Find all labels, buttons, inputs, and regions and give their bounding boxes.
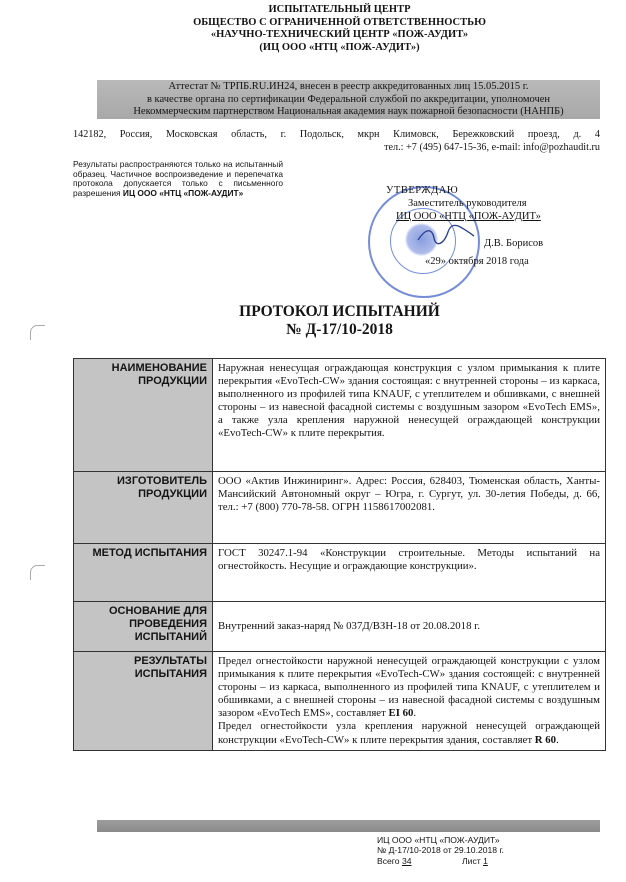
results-text-2: Предел огнестойкости узла крепления наружной ненесущей ограждающей конструкции «EvoTech-CW» к плите перекрытия здания, составляет — [218, 720, 600, 746]
table-row — [74, 544, 606, 602]
notice-org: ИЦ ООО «НТЦ «ПОЖ-АУДИТ» — [122, 187, 244, 198]
accreditation-line: Некоммерческим партнерством Национальная академия наук пожарной безопасности (НАНПБ) — [133, 106, 564, 117]
results-value-2: R 60 — [534, 733, 557, 746]
notice-text: Результаты распространяются только на испытанный образец. Частичное воспроизведение и перепечатка протокола допускается только с письменного разрешения — [73, 159, 283, 198]
header-line: ОБЩЕСТВО С ОГРАНИЧЕННОЙ ОТВЕТСТВЕННОСТЬЮ — [193, 16, 486, 28]
footer-org: ИЦ ООО «НТЦ «ПОЖ-АУДИТ» — [377, 835, 500, 845]
footer-block — [377, 835, 517, 867]
table-row — [74, 472, 606, 544]
footer-total: 34 — [401, 855, 412, 866]
footer-sheet-label: Лист — [462, 855, 481, 866]
footer-sheet: 1 — [483, 855, 488, 866]
accreditation-band — [97, 80, 600, 119]
row-label: МЕТОД ИСПЫТАНИЯ — [74, 544, 213, 602]
document-title-block — [73, 303, 606, 339]
row-label: НАИМЕНОВАНИЕ ПРОДУКЦИИ — [74, 359, 213, 472]
footer-band — [97, 820, 600, 832]
footer-pages — [377, 856, 517, 867]
row-value: ГОСТ 30247.1-94 «Конструкции строительные. Методы испытаний на огнестойкость. Несущие и ограждающие конструкции». — [213, 544, 606, 602]
approval-position: Заместитель руководителя — [408, 198, 527, 209]
row-label: ИЗГОТОВИТЕЛЬ ПРОДУКЦИИ — [74, 472, 213, 544]
row-label: РЕЗУЛЬТАТЫ ИСПЫТАНИЯ — [74, 652, 213, 751]
table-row — [74, 359, 606, 472]
table-row — [74, 602, 606, 652]
row-value: Наружная ненесущая ограждающая конструкция с узлом примыкания к плите перекрытия «EvoTech-CW» здания состоящая: с внутренней стороны – из каркаса, выполненного из профилей типа KNAUF, с утеплителем и обшивками, с внешней стороны – из навесной фасадной системы с воздушным зазором «EvoTech EMS», а также узла крепления наружной ненесущей ограждающей конструкции «EvoTech-CW» к плите перекрытия. — [213, 359, 606, 472]
protocol-table — [73, 358, 606, 751]
document-number: № Д-17/10-2018 — [286, 321, 393, 338]
approval-heading: УТВЕРЖДАЮ — [386, 185, 459, 196]
accreditation-line: Аттестат № ТРПБ.RU.ИН24, внесен в реестр аккредитованных лиц 15.05.2015 г. — [168, 81, 529, 92]
header-line: «НАУЧНО-ТЕХНИЧЕСКИЙ ЦЕНТР «ПОЖ-АУДИТ» — [210, 29, 469, 40]
footer-protocol: № Д-17/10-2018 от 29.10.2018 г. — [377, 845, 504, 856]
approval-date: «29» октября 2018 года — [425, 256, 529, 267]
approval-signer: Д.В. Борисов — [484, 238, 544, 249]
contact-line: тел.: +7 (495) 647-15-36, e-mail: info@pozhaudit.ru — [384, 142, 600, 153]
address-line: 142182, Россия, Московская область, г. Подольск, мкрн Климовск, Бережковский проезд, д. 4 — [73, 129, 600, 140]
results-text-1: Предел огнестойкости наружной ненесущей ограждающей конструкции с узлом примыкания к плите перекрытия «EvoTech-CW» здания состоящей: с внутренней стороны – из каркаса, выполненного из профилей типа KNAUF, с утеплителем и обшивками, а с внешней стороны – из навесной фасадной системы с воздушным зазором «EvoTech EMS», составляет — [218, 655, 600, 720]
punch-hole-mark — [30, 325, 45, 340]
reproduction-notice — [73, 160, 283, 198]
approval-org: ИЦ ООО «НТЦ «ПОЖ-АУДИТ» — [396, 211, 541, 222]
footer-total-label: Всего — [377, 855, 400, 866]
header-line: ИСПЫТАТЕЛЬНЫЙ ЦЕНТР — [268, 4, 411, 15]
results-value: Предел огнестойкости наружной ненесущей ограждающей конструкции с узлом примыкания к плите перекрытия «EvoTech-CW» здания состоящей: с внутренней стороны – из каркаса, выполненного из профилей типа KNAUF, с утеплителем и обшивками, а с внешней стороны – из навесной фасадной системы с воздушным зазором «EvoTech EMS», составляет EI 60. Предел огнестойкости узла крепления наружной ненесущей ограждающей конструкции «EvoTech-CW» к плите перекрытия здания, составляет R 60. — [213, 652, 606, 751]
row-value: Внутренний заказ-наряд № 037Д/ВЗН-18 от 20.08.2018 г. — [213, 602, 606, 652]
header-line: (ИЦ ООО «НТЦ «ПОЖ-АУДИТ») — [259, 41, 420, 53]
signature-icon — [416, 224, 476, 246]
document-title: ПРОТОКОЛ ИСПЫТАНИЙ — [239, 303, 440, 320]
accreditation-line: в качестве органа по сертификации Федеральной службой по аккредитации, уполномочен — [146, 93, 551, 105]
punch-hole-mark — [30, 565, 45, 580]
table-row — [74, 652, 606, 751]
row-value: ООО «Актив Инжиниринг». Адрес: Россия, 628403, Тюменская область, Ханты-Мансийский Автономный округ – Югра, г. Сургут, ул. 30-летия Победы, д. 66, тел.: +7 (800) 770-78-58. ОГРН 1158617002081. — [213, 472, 606, 544]
org-header — [73, 4, 606, 54]
row-label: ОСНОВАНИЕ ДЛЯ ПРОВЕДЕНИЯ ИСПЫТАНИЙ — [74, 602, 213, 652]
results-value-1: EI 60 — [388, 707, 414, 720]
